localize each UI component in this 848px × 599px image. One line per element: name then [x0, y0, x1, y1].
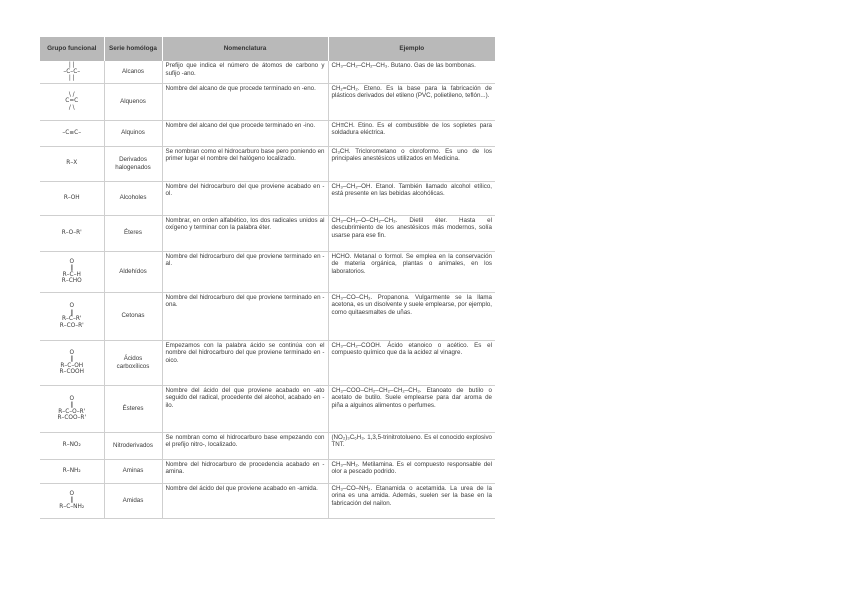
- cell-serie: Éteres: [104, 215, 162, 251]
- cell-grupo: R–O–R': [40, 215, 104, 251]
- cell-grupo: R–NH₂: [40, 459, 104, 483]
- cell-serie: Amidas: [104, 483, 162, 518]
- cell-serie: Ésteres: [104, 385, 162, 432]
- table-body: [40, 61, 495, 518]
- cell-grupo: O ‖ R–C–H R–CHO: [40, 251, 104, 292]
- cell-ejemplo: CH₃–CH₂–O–CH₂–CH₃. Dietil éter. Hasta el descubrimiento de los anestésicos más modernos, solía usarse para ese fin.: [328, 215, 495, 251]
- table-row: [40, 459, 495, 483]
- cell-ejemplo: CH₂=CH₂. Eteno. Es la base para la fabricación de plásticos derivados del etileno (PVC, polietileno, teflón...).: [328, 83, 495, 120]
- cell-nomenclatura: Se nombran como el hidrocarburo base pero poniendo en primer lugar el nombre del halógeno localizado.: [162, 146, 328, 181]
- table-row: [40, 83, 495, 120]
- table-header: [40, 37, 495, 61]
- table-row: [40, 61, 495, 83]
- header-grupo-funcional: Grupo funcional: [40, 37, 104, 61]
- table-row: [40, 215, 495, 251]
- cell-grupo: \ / C=C / \: [40, 83, 104, 120]
- cell-grupo: | | –C–C– | |: [40, 61, 104, 83]
- cell-grupo: R–X: [40, 146, 104, 181]
- cell-serie: Aldehídos: [104, 251, 162, 292]
- cell-serie: Aminas: [104, 459, 162, 483]
- cell-serie: Derivados halogenados: [104, 146, 162, 181]
- cell-ejemplo: CH₃–CH₂–COOH. Ácido etanoico o acético. Es el compuesto químico que da la acidez al vinagre.: [328, 340, 495, 385]
- cell-nomenclatura: Prefijo que indica el número de átomos de carbono y sufijo -ano.: [162, 61, 328, 83]
- table-row: [40, 292, 495, 340]
- cell-ejemplo: CH₃–COO–CH₂–CH₂–CH₂–CH₃. Etanoato de butilo o acetato de butilo. Suele emplearse para dar aroma de piña a alguinos alimentos o perfumes.: [328, 385, 495, 432]
- cell-ejemplo: CH₃–NH₂. Metilamina. Es el compuesto responsable del olor a pescado podrido.: [328, 459, 495, 483]
- cell-nomenclatura: Nombre del alcano del que procede terminado en -ino.: [162, 120, 328, 146]
- cell-serie: Alquinos: [104, 120, 162, 146]
- cell-ejemplo: Cl₃CH. Triclorometano o cloroformo. Es uno de los principales anestésicos utilizados en Medicina.: [328, 146, 495, 181]
- header-serie-homologa: Serie homóloga: [104, 37, 162, 61]
- table-row: [40, 340, 495, 385]
- cell-nomenclatura: Nombrar, en orden alfabético, los dos radicales unidos al oxígeno y terminar con la palabra éter.: [162, 215, 328, 251]
- cell-serie: Ácidos carboxílicos: [104, 340, 162, 385]
- table-row: [40, 181, 495, 215]
- cell-grupo: –C≡C–: [40, 120, 104, 146]
- cell-grupo: O ‖ R–C–OH R–COOH: [40, 340, 104, 385]
- cell-nomenclatura: Empezamos con la palabra ácido se continúa con el nombre del hidrocarburo del que proviene terminado en -oico.: [162, 340, 328, 385]
- cell-nomenclatura: Se nombran como el hidrocarburo base empezando con el prefijo nitro-, localizado.: [162, 432, 328, 459]
- cell-ejemplo: CH₃–CO–NH₂. Etanamida o acetamida. La urea de la orina es una amida. Además, suelen ser la base en la fabricación del nailon.: [328, 483, 495, 518]
- cell-ejemplo: CH₃–CH₂–OH. Etanol. También llamado alcohol etílico, está presente en las bebidas alcohólicas.: [328, 181, 495, 215]
- cell-nomenclatura: Nombre del hidrocarburo del que proviene terminado en -al.: [162, 251, 328, 292]
- cell-serie: Nitroderivados: [104, 432, 162, 459]
- cell-ejemplo: HCHO. Metanal o formol. Se emplea en la conservación de materia orgánica, plantas o animales, en los laboratorios.: [328, 251, 495, 292]
- cell-ejemplo: (NO₂)₃C₆H₃. 1,3,5-trinitrotolueno. Es el conocido explosivo TNT.: [328, 432, 495, 459]
- cell-grupo: O ‖ R–C–R' R–CO–R': [40, 292, 104, 340]
- cell-nomenclatura: Nombre del hidrocarburo del que proviene acabado en -ol.: [162, 181, 328, 215]
- cell-nomenclatura: Nombre del hidrocarburo de procedencia acabado en -amina.: [162, 459, 328, 483]
- header-ejemplo: Ejemplo: [328, 37, 495, 61]
- table-row: [40, 146, 495, 181]
- table-row: [40, 432, 495, 459]
- table-header-row: [40, 37, 495, 61]
- cell-serie: Alquenos: [104, 83, 162, 120]
- table-row: [40, 385, 495, 432]
- cell-nomenclatura: Nombre del hidrocarburo del que proviene terminado en -ona.: [162, 292, 328, 340]
- cell-serie: Cetonas: [104, 292, 162, 340]
- cell-grupo: R–OH: [40, 181, 104, 215]
- cell-nomenclatura: Nombre del ácido del que proviene acabado en -ato seguido del radical, procedente del alcohol, acabado en -ilo.: [162, 385, 328, 432]
- header-nomenclatura: Nomenclatura: [162, 37, 328, 61]
- table-row: [40, 120, 495, 146]
- cell-ejemplo: CH₃–CH₂–CH₂–CH₃. Butano. Gas de las bombonas.: [328, 61, 495, 83]
- cell-grupo: R–NO₂: [40, 432, 104, 459]
- cell-ejemplo: CH≡CH. Etino. Es el combustible de los sopletes para soldadura eléctrica.: [328, 120, 495, 146]
- cell-serie: Alcoholes: [104, 181, 162, 215]
- table-row: [40, 251, 495, 292]
- table-row: [40, 483, 495, 518]
- cell-nomenclatura: Nombre del ácido del que proviene acabado en -amida.: [162, 483, 328, 518]
- cell-serie: Alcanos: [104, 61, 162, 83]
- cell-nomenclatura: Nombre del alcano de que procede terminado en -eno.: [162, 83, 328, 120]
- cell-grupo: O ‖ R–C–NH₂: [40, 483, 104, 518]
- cell-ejemplo: CH₃–CO–CH₃. Propanona. Vulgarmente se la llama acetona, es un disolvente y suele emplearse, por ejemplo, como quitaesmaltes de uñas.: [328, 292, 495, 340]
- functional-groups-table: [40, 37, 495, 519]
- cell-grupo: O ‖ R–C–O–R' R–COO–R': [40, 385, 104, 432]
